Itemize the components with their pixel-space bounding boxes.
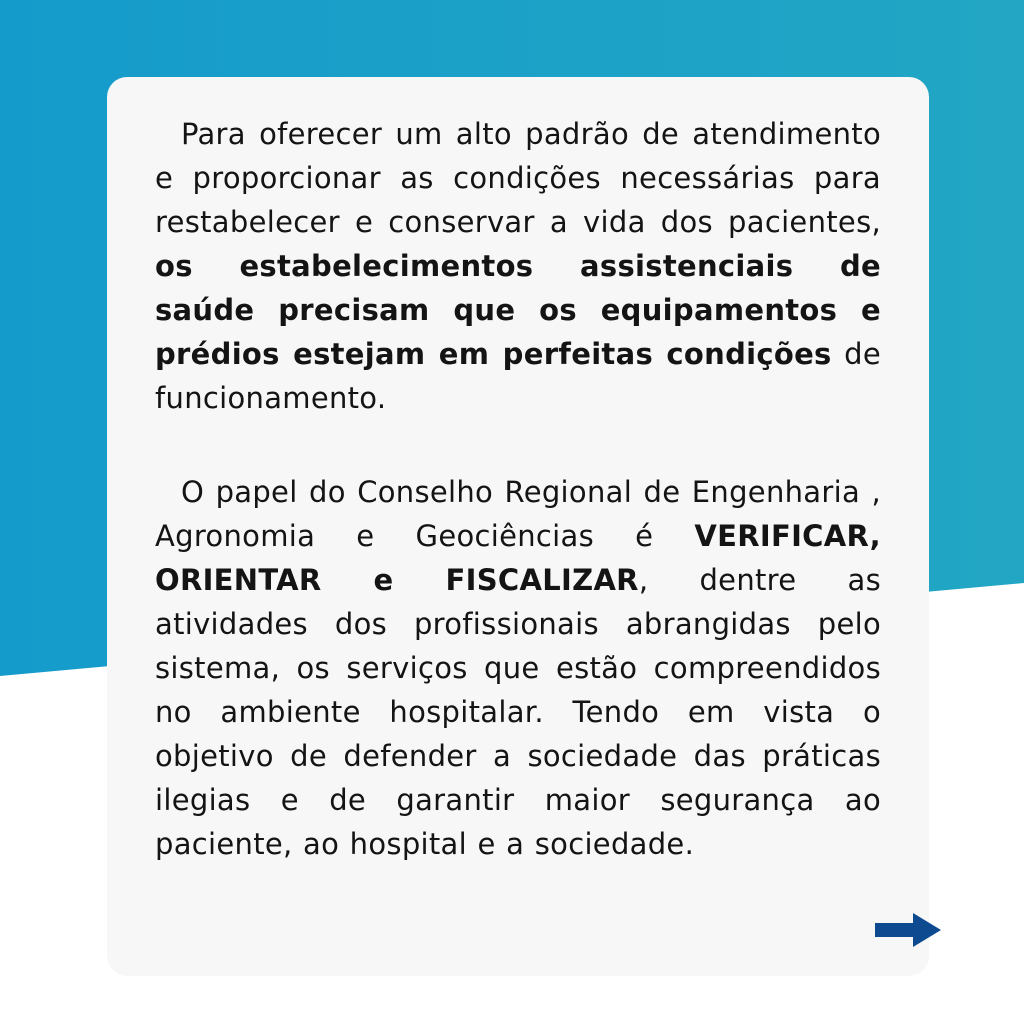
paragraph-1-text-b: de funcionamento.: [155, 337, 881, 415]
paragraph-2-bold: VERIFICAR, ORIENTAR e FISCALIZAR: [155, 519, 881, 597]
paragraph-1-text-a: Para oferecer um alto padrão de atendimento e proporcionar as condições necessárias para restabelecer e conservar a vida dos pacientes,: [155, 117, 881, 239]
arrow-right-icon[interactable]: [873, 910, 943, 950]
text-block: [155, 112, 881, 866]
paragraph-2-text-b: , dentre as atividades dos profissionais abrangidas pelo sistema, os serviços que estão compreendidos no ambiente hospitalar. Tendo em vista o objetivo de defender a sociedade das práticas ilegias e de garantir maior segurança ao paciente, ao hospital e a sociedade.: [155, 563, 882, 861]
paragraph-2-text-a: O papel do Conselho Regional de Engenharia , Agronomia e Geociências é: [155, 475, 881, 553]
paragraph-1-bold: os estabelecimentos assistenciais de saúde precisam que os equipamentos e prédios estejam em perfeitas condições: [155, 249, 881, 371]
paragraph-2: [155, 470, 881, 866]
paragraph-1: [155, 112, 881, 420]
